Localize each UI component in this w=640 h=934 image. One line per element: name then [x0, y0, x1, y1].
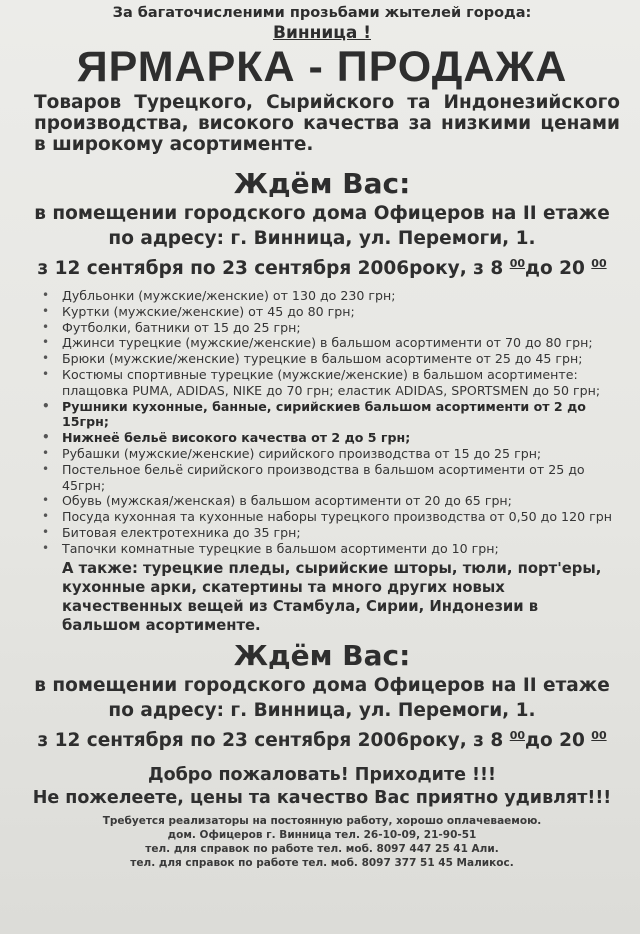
city-name: Винница ! — [272, 23, 371, 43]
goods-item: • Тапочки комнатные турецкие в бальшом асортименти до 10 грн; — [42, 541, 620, 557]
footer-line: тел. для справок по работе тел. моб. 8097 447 25 41 Али. — [145, 842, 499, 855]
goods-item: • Рушники кухонные, банные, сирийскиев бальшом асортименти от 2 до 15грн; — [42, 399, 620, 431]
footer-line: дом. Офицеров г. Винница тел. 26-10-09, 21-90-51 — [167, 828, 477, 841]
notice-line: Не пожелеете, цены та качество Вас приятно удивлят!!! — [32, 787, 612, 808]
dates-mid: до 20 — [525, 258, 585, 279]
welcome-line: Добро пожаловать! Приходите !!! — [147, 764, 496, 785]
footer-line: тел. для справок по работе тел. моб. 8097 377 51 45 Маликос. — [130, 856, 514, 869]
goods-item: • Куртки (мужские/женские) от 45 до 80 грн; — [42, 304, 620, 320]
goods-item: • Джинси турецкие (мужские/женские) в бальшом асортименти от 70 до 80 грн; — [42, 335, 620, 351]
hour-to-minutes: 00 — [591, 257, 607, 270]
wait-heading-repeat: Ждём Вас: — [233, 638, 411, 672]
hour-to-minutes: 00 — [591, 728, 607, 742]
hour-from-minutes: 00 — [509, 257, 525, 270]
goods-item: • Костюмы спортивные турецкие (мужские/женские) в бальшом асортименте: плащовка PUMA, ADIDAS, NIKE до 70 грн; еластик ADIDAS, SPORTSMEN до 50 грн; — [42, 367, 620, 399]
goods-item: • Брюки (мужские/женские) турецкие в бальшом асортименте от 25 до 45 грн; — [42, 351, 620, 367]
goods-item: • Нижнеё бельё високого качества от 2 до 5 грн; — [42, 430, 620, 446]
goods-item: • Дубльонки (мужские/женские) от 130 до 230 грн; — [42, 288, 620, 304]
wait-heading: Ждём Вас: — [233, 167, 411, 200]
goods-item: • Футболки, батники от 15 до 25 грн; — [42, 320, 620, 336]
venue-line: в помещении городского дома Офицеров на ІІ етаже — [34, 203, 610, 224]
address-line-repeat: по адресу: г. Винница, ул. Перемоги, 1. — [108, 699, 536, 721]
flyer-title: ЯРМАРКА - ПРОДАЖА — [76, 43, 568, 91]
dates-line-repeat — [24, 723, 620, 754]
dates-mid: до 20 — [525, 729, 585, 751]
goods-item: • Рубашки (мужские/женские) сирийского производства от 15 до 25 грн; — [42, 446, 620, 462]
dates-prefix: з 12 сентября по 23 сентября 2006року, з 8 — [37, 729, 504, 751]
dates-line — [24, 251, 620, 282]
hour-from-minutes: 00 — [509, 728, 525, 742]
address-line: по адресу: г. Винница, ул. Перемоги, 1. — [108, 228, 536, 249]
footer-line: Требуется реализаторы на постоянную работу, хорошо оплачеваемою. — [102, 814, 542, 827]
also-paragraph: А также: турецкие пледы, сырийские шторы, тюли, порт'еры, кухонные арки, скатертины та много других новых качественных вещей из Стамбула, Сирии, Индонезии в бальшом асортименте. — [62, 559, 602, 634]
goods-item: • Посуда кухонная та кухонные наборы турецкого производства от 0,50 до 120 грн — [42, 509, 620, 525]
goods-item: • Постельное бельё сирийского производства в бальшом асортименти от 25 до 45грн; — [42, 462, 620, 494]
venue-line-repeat: в помещении городского дома Офицеров на ІІ етаже — [34, 674, 610, 696]
footer-contacts — [24, 814, 620, 870]
goods-item: • Битовая електротехника до 35 грн; — [42, 525, 620, 541]
intro-text: За багаточисленими прозьбами жытелей города: — [112, 5, 532, 21]
flyer-subtitle: Товаров Турецкого, Сырийского та Индонезийского производства, високого качества за низкими ценами в широкому асортименте. — [34, 92, 620, 155]
dates-prefix: з 12 сентября по 23 сентября 2006року, з 8 — [37, 258, 504, 279]
goods-item: • Обувь (мужская/женская) в бальшом асортименти от 20 до 65 грн; — [42, 493, 620, 509]
goods-list — [42, 288, 620, 557]
